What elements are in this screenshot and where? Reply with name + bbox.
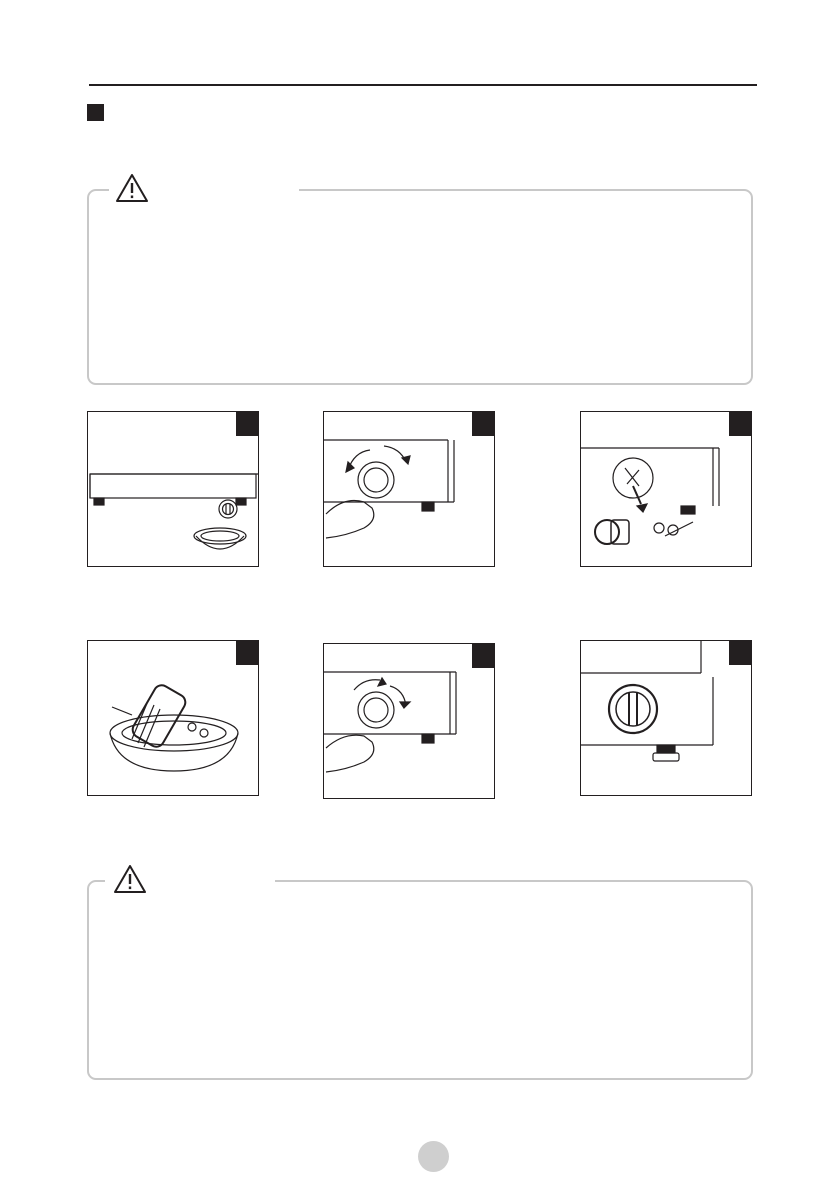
step-panel-6 (580, 640, 752, 796)
step-panel-4 (87, 640, 259, 796)
filter-reinstalled-illustration (581, 641, 753, 797)
clean-filter-in-bowl-illustration (88, 641, 260, 797)
machine-with-bowl-illustration (88, 412, 260, 568)
turn-filter-anticlockwise-illustration (324, 412, 496, 568)
remove-filter-parts-illustration (581, 412, 753, 568)
page-number (418, 1141, 449, 1172)
section-marker (87, 104, 104, 121)
step-panel-3 (580, 411, 752, 567)
turn-filter-clockwise-illustration (324, 644, 496, 800)
header-rule (89, 84, 757, 86)
step-panel-5 (323, 643, 495, 799)
warning-triangle-icon (115, 173, 149, 203)
caution-box-bottom (87, 880, 753, 1080)
caution-box-top (87, 189, 753, 385)
step-panel-1 (87, 411, 259, 567)
warning-triangle-icon (113, 864, 147, 894)
step-panel-2 (323, 411, 495, 567)
